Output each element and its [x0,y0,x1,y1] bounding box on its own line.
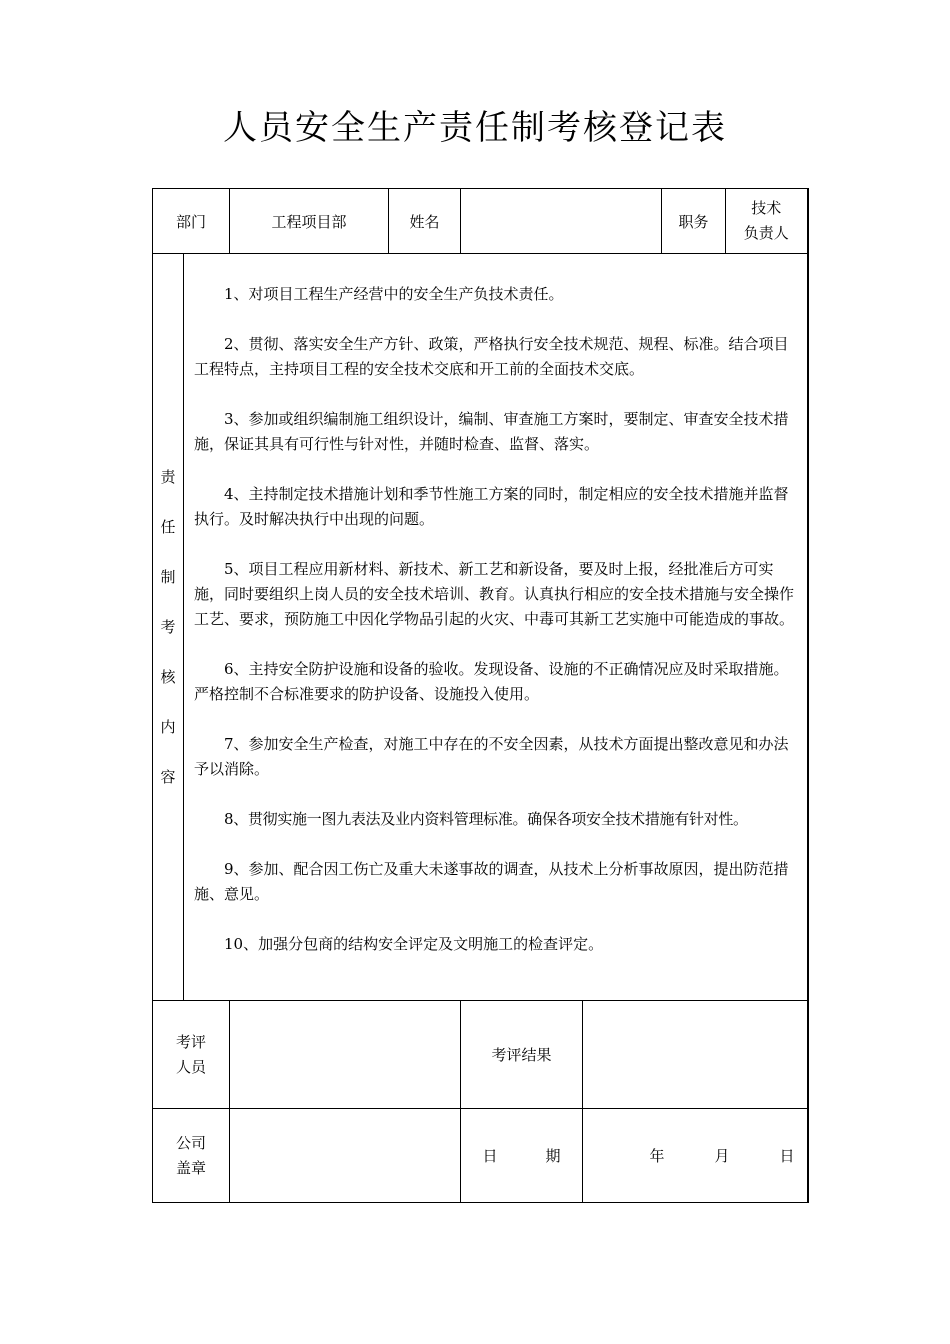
responsibility-item: 7、参加安全生产检查，对施工中存在的不安全因素，从技术方面提出整改意见和办法予以消除。 [194,735,789,778]
responsibility-item: 1、对项目工程生产经营中的安全生产负技术责任。 [224,285,564,303]
responsibility-item: 5、项目工程应用新材料、新技术、新工艺和新设备，要及时上报，经批准后方可实施，同时要组织上岗人员的安全技术培训、教育。认真执行相应的安全技术措施与安全操作工艺、要求，预防施工中因化学物品引起的火灾、中毒可其新工艺实施中可能造成的事故。 [194,560,795,628]
responsibility-content [184,254,808,1001]
responsibility-item: 10、加强分包商的结构安全评定及文明施工的检查评定。 [224,935,604,953]
section-label [153,254,183,1000]
date-label [461,1109,583,1203]
section-label-char: 责 [160,468,176,486]
stamp-label-line1: 公司 [176,1133,207,1152]
evaluator-label [153,1001,230,1109]
section-label-char: 任 [160,518,176,536]
name-label: 姓名 [389,189,461,254]
responsibility-item: 9、参加、配合因工伤亡及重大未遂事故的调查，从技术上分析事故原因，提出防范措施、意见。 [194,860,789,903]
day-label: 日 [779,1147,795,1165]
position-label: 职务 [662,189,726,254]
section-label-char: 制 [160,568,176,586]
date-value [583,1109,808,1203]
section-label-char: 内 [160,718,176,736]
section-label-cell [153,254,184,1001]
responsibility-item: 3、参加或组织编制施工组织设计，编制、审查施工方案时，要制定、审查安全技术措施，保证其具有可行性与针对性，并随时检查、监督、落实。 [194,410,789,453]
section-label-char: 核 [160,668,176,686]
evaluator-label-line1: 考评 [176,1032,207,1051]
position-value-line1: 技术 [751,199,782,217]
date-label-char: 期 [545,1147,561,1165]
stamp-label-line2: 盖章 [176,1158,207,1177]
section-label-char: 容 [160,768,176,786]
position-value-line2: 负责人 [743,224,789,242]
position-value [726,189,808,254]
stamp-row [153,1109,808,1203]
stamp-label [153,1109,230,1203]
date-label-char: 日 [482,1147,498,1165]
responsibility-item: 8、贯彻实施一图九表法及业内资料管理标准。确保各项安全技术措施有针对性。 [224,810,748,828]
page-title: 人员安全生产责任制考核登记表 [223,108,727,148]
dept-value: 工程项目部 [230,189,389,254]
responsibility-item: 2、贯彻、落实安全生产方针、政策，严格执行安全技术规范、规程、标准。结合项目工程特点，主持项目工程的安全技术交底和开工前的全面技术交底。 [194,335,789,378]
header-row [153,189,808,254]
name-value [461,189,662,254]
section-label-char: 考 [160,618,176,636]
evaluator-value [230,1001,461,1109]
dept-label: 部门 [153,189,230,254]
content-row [153,254,808,1001]
month-label: 月 [714,1147,730,1165]
responsibility-form-table [152,188,809,1203]
evaluator-row [153,1001,808,1109]
result-value [583,1001,808,1109]
result-label: 考评结果 [461,1001,583,1109]
evaluator-label-line2: 人员 [176,1057,207,1076]
responsibility-item: 6、主持安全防护设施和设备的验收。发现设备、设施的不正确情况应及时采取措施。严格控制不合标准要求的防护设备、设施投入使用。 [194,660,789,703]
responsibility-item: 4、主持制定技术措施计划和季节性施工方案的同时，制定相应的安全技术措施并监督执行。及时解决执行中出现的问题。 [194,485,789,528]
year-label: 年 [649,1147,665,1165]
stamp-value [230,1109,461,1203]
